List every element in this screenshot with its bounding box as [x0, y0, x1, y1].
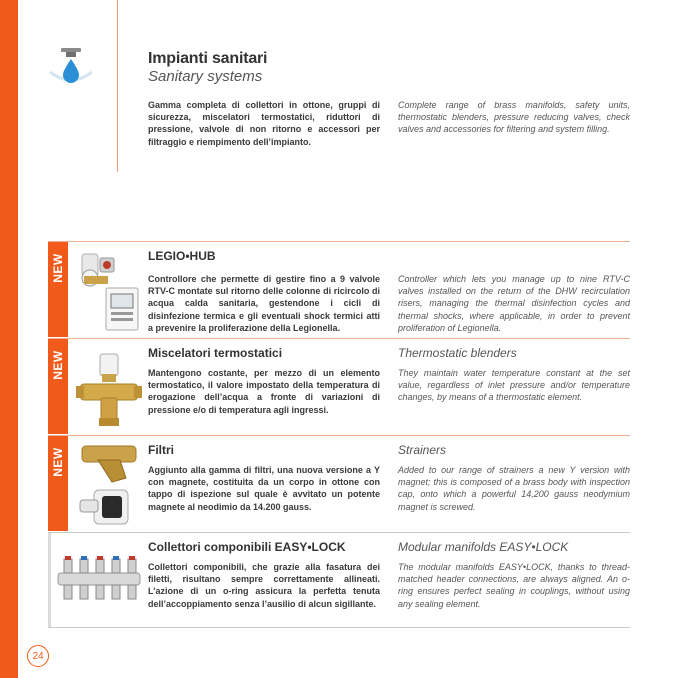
section-title-en: Modular manifolds EASY•LOCK: [398, 540, 569, 554]
section-divider: [48, 338, 630, 339]
section-text-it: Controllore che permette di gestire fino a 9 valvole RTV-C montate sul ritorno delle colonne di ricircolo di acqua calda sanitaria, gestendone i cicli di disinfezione termica e gli eventuali shock termici atti a prevenire la proliferazione della Legionella.: [148, 274, 380, 333]
section-text-it: Collettori componibili, che grazie alla fasatura dei filetti, risultano sempre correttamente allineati. L’azione di un o-ring assicura la perfetta tenuta dell’accoppiamento senza l’ausilio di alcun sigillante.: [148, 562, 380, 609]
section-title-it: Filtri: [148, 443, 174, 457]
section-divider: [48, 435, 630, 436]
section-divider: [48, 532, 630, 533]
intro-text-it: Gamma completa di collettori in ottone, gruppi di sicurezza, miscelatori termostatici, riduttori di pressione, valvole di non ritorno e accessori per filtraggio e riempimento dell’impianto.: [148, 100, 380, 147]
section-text-en: Added to our range of strainers a new Y version with magnet; this is composed of a brass body with inspection cap, onto which a powerful 14,200 gauss neodymium magnet is screwed.: [398, 465, 630, 512]
legio-hub-controller-image: [74, 248, 142, 332]
y-strainer-image: [76, 440, 142, 528]
section-divider: [48, 627, 630, 628]
section-text-it: Mantengono costante, per mezzo di un elemento termostatico, il valore impostato della temperatura di erogazione dell’acqua a fronte di variazioni di pressione e/o di temperatura agli ingressi.: [148, 368, 380, 415]
section-title-it: Miscelatori termostatici: [148, 346, 283, 360]
section-text-en: The modular manifolds EASY•LOCK, thanks to thread-matched header connections, are always aligned. An o-ring ensures perfect sealing in couplings, without using any sealing element.: [398, 562, 630, 609]
page-subtitle: Sanitary systems: [148, 68, 263, 85]
section-title-it: Collettori componibili EASY•LOCK: [148, 540, 346, 554]
modular-manifold-image: [56, 555, 142, 605]
section-divider: [48, 241, 630, 242]
section-title-it: LEGIO•HUB: [148, 249, 216, 263]
header-divider-line: [117, 0, 118, 172]
section-title-en: Strainers: [398, 443, 447, 457]
section-text-en: Controller which lets you manage up to nine RTV-C valves installed on the return of the DHW recirculation risers, managing the thermal disinfection cycles and thermal shocks, where applicable, in order to prevent proliferation of Legionella.: [398, 274, 630, 333]
thermostatic-blender-image: [76, 352, 142, 428]
section-text-en: They maintain water temperature constant at the set value, regardless of inlet pressure and/or temperature changes, by means of a thermostatic element.: [398, 368, 630, 403]
new-badge: NEW: [51, 350, 65, 380]
new-badge: NEW: [51, 253, 65, 283]
faucet-water-drop-icon: [48, 44, 94, 90]
page-edge-bar: [0, 0, 18, 678]
page-number: 24: [27, 645, 49, 667]
intro-text-en: Complete range of brass manifolds, safety units, thermostatic blenders, pressure reducing valves, check valves and accessories for filtering and system filling.: [398, 100, 630, 135]
page-title: Impianti sanitari: [148, 50, 268, 67]
section-text-it: Aggiunto alla gamma di filtri, una nuova versione a Y con magnete, costituita da un corpo in ottone con tappo di ispezione sul quale è avvitato un potente magnete al neodimio da 14.200 gauss.: [148, 465, 380, 512]
section-title-en: Thermostatic blenders: [398, 346, 517, 360]
section-side-bar: [48, 533, 51, 627]
new-badge: NEW: [51, 447, 65, 477]
